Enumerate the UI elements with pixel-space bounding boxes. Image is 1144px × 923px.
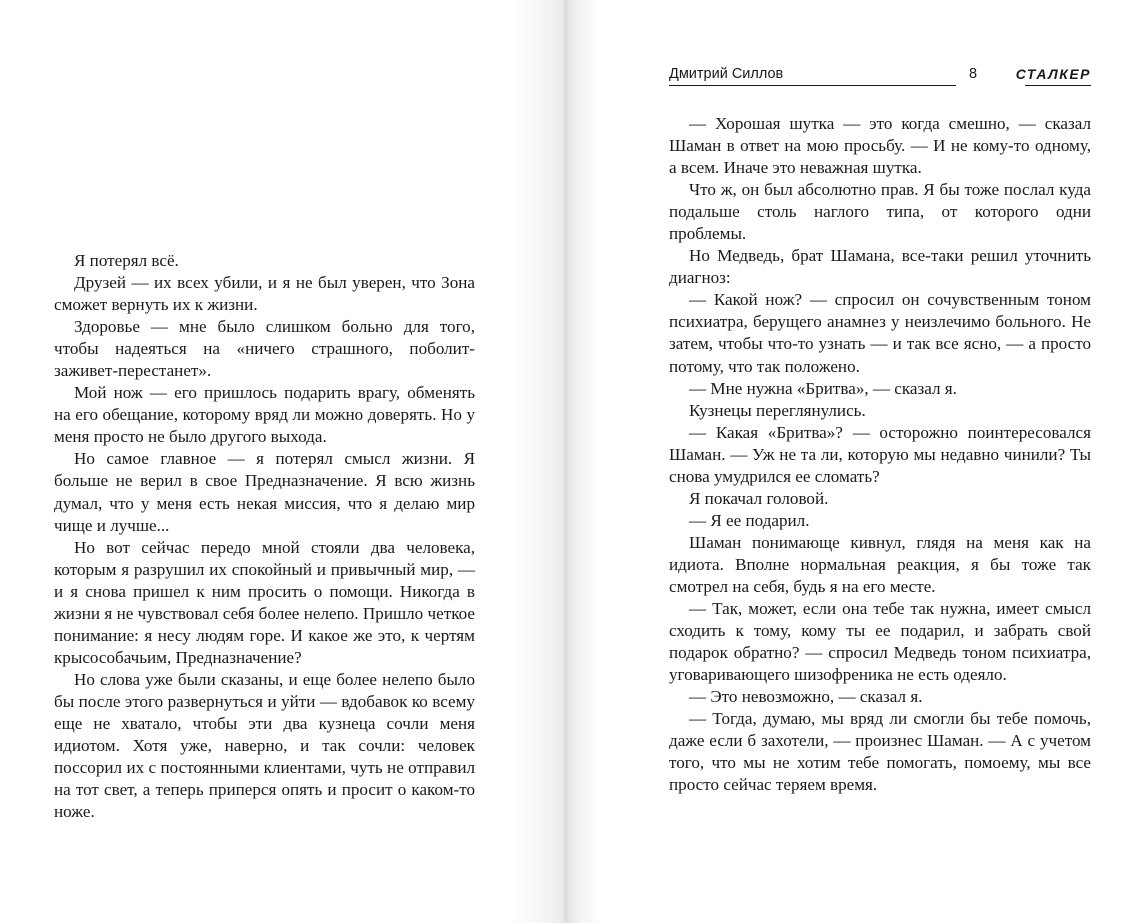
paragraph: Но слова уже были сказаны, и еще более нелепо было бы после этого развернуться и уйти — вдобавок ко всему еще не хватало, чтобы эти два кузнеца сочли меня идиотом. Хотя уже, наверно, и так сочли: человек поссорил их с постоянными клиентами, чуть не отправил на тот свет, а теперь приперся опять и просит о каком-то ноже. xyxy=(54,669,475,822)
paragraph: — Мне нужна «Бритва», — сказал я. xyxy=(689,378,957,398)
paragraph: Мой нож — его пришлось подарить врагу, обменять на его обещание, которому вряд ли можно доверять. Но у меня просто не было другого выхода. xyxy=(54,383,475,447)
right-page-text xyxy=(669,113,1091,796)
paragraph: Друзей — их всех убили, и я не был уверен, что Зона сможет вернуть их к жизни. xyxy=(54,273,475,315)
paragraph: — Тогда, думаю, мы вряд ли смогли бы тебе помочь, даже если б захотели, — произнес Шаман. — А с учетом того, что мы не хотим тебе помогать, помоему, мы все просто сейчас теряем время. xyxy=(669,709,1091,795)
paragraph: Но Медведь, брат Шамана, все-таки решил уточнить диагноз: xyxy=(669,246,1091,288)
paragraph: Я потерял всё. xyxy=(74,251,179,270)
paragraph: — Это невозможно, — сказал я. xyxy=(689,687,923,707)
paragraph: — Хорошая шутка — это когда смешно, — сказал Шаман в ответ на мою просьбу. — И не кому-то одному, а всем. Иначе это неважная шутка. xyxy=(669,114,1091,178)
book-gutter xyxy=(562,0,570,923)
paragraph: Что ж, он был абсолютно прав. Я бы тоже послал куда подальше столь наглого типа, от которого одни проблемы. xyxy=(669,180,1091,244)
running-header xyxy=(669,66,1091,88)
header-author: Дмитрий Силлов xyxy=(669,66,784,82)
left-page-text xyxy=(54,250,475,823)
paragraph: — Какой нож? — спросил он сочувственным тоном психиатра, берущего анамнез у неизлечимо больного. Не затем, чтобы что-то узнать — и так все ясно, — а просто потому, что так положено. xyxy=(669,290,1091,376)
header-rule-left xyxy=(669,85,956,86)
paragraph: Но самое главное — я потерял смысл жизни. Я больше не верил в свое Предназначение. Я всю жизнь думал, что у меня есть некая миссия, что я делаю мир чище и лучше... xyxy=(54,449,475,535)
page-number: 8 xyxy=(969,66,978,82)
paragraph: — Так, может, если она тебе так нужна, имеет смысл сходить к тому, кому ты ее подарил, и забрать свой подарок обратно? — спросил Медведь тоном психиатра, уговаривающего шизофреника не есть одеяло. xyxy=(669,599,1091,685)
paragraph: Здоровье — мне было слишком больно для того, чтобы надеяться на «ничего страшного, поболит-заживет-перестанет». xyxy=(54,317,475,381)
paragraph: Но вот сейчас передо мной стояли два человека, которым я разрушил их спокойный и привычный мир, — и я снова пришел к ним просить о помощи. Никогда в жизни я не чувствовал себя более нелепо. Пришло четкое понимание: я несу людям горе. И какое же это, к чертям крысособачьим, Предназначение? xyxy=(54,537,475,667)
paragraph: Кузнецы переглянулись. xyxy=(689,400,866,420)
paragraph: — Я ее подарил. xyxy=(689,510,810,530)
paragraph: — Какая «Бритва»? — осторожно поинтересовался Шаман. — Уж не та ли, которую мы недавно чинили? Ты снова умудрился ее сломать? xyxy=(669,422,1091,486)
header-series-title: СТАЛКЕР xyxy=(1015,66,1091,82)
paragraph: Шаман понимающе кивнул, глядя на меня как на идиота. Вполне нормальная реакция, я бы тоже так смотрел на себя, будь я на его месте. xyxy=(669,532,1091,596)
paragraph: Я покачал головой. xyxy=(689,488,829,508)
header-rule-right xyxy=(1025,85,1091,86)
